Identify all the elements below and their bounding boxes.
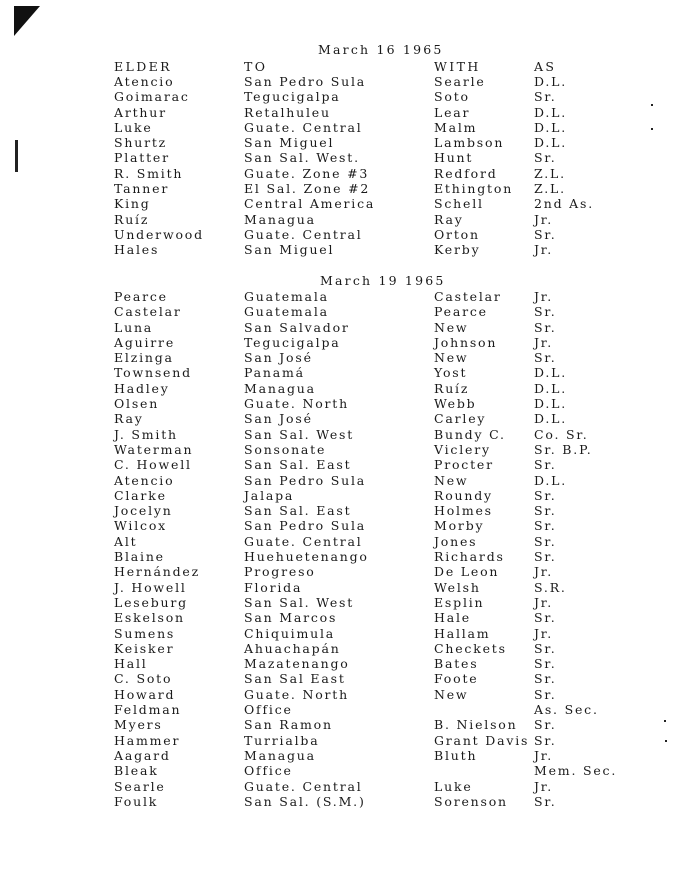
destination: Guate. Central: [244, 778, 363, 794]
table-row: [0, 457, 680, 472]
destination: Guate. Central: [244, 119, 363, 135]
elder-name: Aguirre: [114, 334, 176, 350]
destination: San Pedro Sula: [244, 472, 367, 488]
companion: Yost: [434, 365, 468, 381]
section-title: March 19 1965: [320, 273, 446, 288]
position: Sr.: [534, 793, 557, 809]
destination: Guate. North: [244, 686, 349, 702]
table-row: [0, 181, 680, 196]
elder-name: Aagard: [114, 747, 171, 763]
destination: Tegucigalpa: [244, 89, 341, 105]
table-row: [0, 595, 680, 610]
position: Sr.: [534, 350, 557, 366]
destination: San Sal. West: [244, 426, 355, 442]
destination: Progreso: [244, 564, 316, 580]
companion: Kerby: [434, 242, 481, 258]
destination: Chiquimula: [244, 625, 336, 641]
destination: Guate. Central: [244, 533, 363, 549]
destination: Guate. Central: [244, 226, 363, 242]
destination: Tegucigalpa: [244, 334, 341, 350]
table-row: [0, 610, 680, 625]
transfer-list-march-19: [0, 289, 680, 809]
table-row: [0, 717, 680, 732]
companion: Esplin: [434, 594, 485, 610]
destination: San Miguel: [244, 135, 335, 151]
position: Z.L.: [534, 165, 566, 181]
destination: Mazatenango: [244, 656, 350, 672]
position: Jr.: [534, 778, 553, 794]
destination: San Salvador: [244, 319, 350, 335]
elder-name: Goimarac: [114, 89, 190, 105]
elder-name: Underwood: [114, 226, 204, 242]
destination: Turrialba: [244, 732, 320, 748]
companion: Richards: [434, 549, 505, 565]
position: Sr.: [534, 671, 557, 687]
companion: Grant Davis: [434, 732, 530, 748]
elder-name: Hammer: [114, 732, 181, 748]
table-row: [0, 89, 680, 104]
elder-name: Clarke: [114, 487, 167, 503]
destination: Jalapa: [244, 487, 295, 503]
position: Jr.: [534, 594, 553, 610]
companion: New: [434, 350, 469, 366]
position: 2nd As.: [534, 196, 594, 212]
elder-name: Myers: [114, 717, 163, 733]
destination: Guate. North: [244, 396, 349, 412]
table-row: [0, 396, 680, 411]
elder-name: King: [114, 196, 151, 212]
position: Sr.: [534, 89, 557, 105]
companion: Viclery: [434, 441, 491, 457]
companion: Redford: [434, 165, 498, 181]
elder-name: Wilcox: [114, 518, 167, 534]
elder-name: Hall: [114, 656, 148, 672]
table-row: [0, 105, 680, 120]
elder-name: Pearce: [114, 289, 168, 304]
table-row: [0, 289, 680, 304]
section-title: March 16 1965: [318, 42, 444, 57]
destination: El Sal. Zone #2: [244, 181, 371, 197]
destination: Managua: [244, 211, 316, 227]
companion: Soto: [434, 89, 470, 105]
position: Jr.: [534, 564, 553, 580]
table-row: [0, 763, 680, 778]
position: Sr.: [534, 319, 557, 335]
position: Sr.: [534, 503, 557, 519]
position: Sr.: [534, 610, 557, 626]
destination: San José: [244, 350, 313, 366]
table-row: [0, 564, 680, 579]
destination: San Sal. West: [244, 594, 355, 610]
table-row: [0, 488, 680, 503]
companion: Roundy: [434, 487, 493, 503]
companion: New: [434, 686, 469, 702]
position: Z.L.: [534, 181, 566, 197]
elder-name: Platter: [114, 150, 170, 166]
table-row: [0, 549, 680, 564]
destination: Florida: [244, 579, 303, 595]
destination: San Ramon: [244, 717, 333, 733]
elder-name: Tanner: [114, 181, 170, 197]
position: Sr.: [534, 487, 557, 503]
table-row: [0, 794, 680, 809]
destination: Retalhuleu: [244, 104, 331, 120]
table-row: [0, 733, 680, 748]
companion: Pearce: [434, 304, 488, 320]
elder-name: Ray: [114, 411, 144, 427]
companion: Malm: [434, 119, 478, 135]
position: D.L.: [534, 411, 568, 427]
elder-name: Feldman: [114, 702, 182, 718]
destination: Office: [244, 702, 293, 718]
table-row: [0, 335, 680, 350]
position: Sr.: [534, 304, 557, 320]
table-row: [0, 411, 680, 426]
elder-name: C. Soto: [114, 671, 173, 687]
elder-name: Ruíz: [114, 211, 150, 227]
companion: Sorenson: [434, 793, 508, 809]
position: Sr.: [534, 533, 557, 549]
companion: Hale: [434, 610, 471, 626]
companion: B. Nielson: [434, 717, 518, 733]
destination: Ahuachapán: [244, 640, 341, 656]
position: Sr.: [534, 457, 557, 473]
position: Sr.: [534, 549, 557, 565]
position: S.R.: [534, 579, 567, 595]
position: Jr.: [534, 625, 553, 641]
companion: De Leon: [434, 564, 500, 580]
table-row: [0, 518, 680, 533]
table-row: [0, 196, 680, 211]
position: Jr.: [534, 747, 553, 763]
elder-name: Elzinga: [114, 350, 174, 366]
destination: Managua: [244, 747, 316, 763]
table-row: [0, 227, 680, 242]
table-row: [0, 748, 680, 763]
companion: Holmes: [434, 503, 493, 519]
elder-name: Foulk: [114, 793, 159, 809]
elder-name: Sumens: [114, 625, 176, 641]
table-row: [0, 442, 680, 457]
position: D.L.: [534, 380, 568, 396]
companion: Ray: [434, 211, 464, 227]
elder-name: Searle: [114, 778, 166, 794]
companion: New: [434, 472, 469, 488]
elder-name: Keisker: [114, 640, 175, 656]
destination: San Sal. (S.M.): [244, 793, 366, 809]
table-row: [0, 74, 680, 89]
companion: Bundy C.: [434, 426, 506, 442]
table-row: [0, 242, 680, 257]
header-row: [0, 59, 680, 74]
destination: Central America: [244, 196, 376, 212]
corner-mark: [14, 6, 40, 36]
destination: San José: [244, 411, 313, 427]
companion: Hallam: [434, 625, 491, 641]
companion: Carley: [434, 411, 487, 427]
position: Sr.: [534, 686, 557, 702]
destination: San Pedro Sula: [244, 518, 367, 534]
position: D.L.: [534, 74, 568, 89]
position: D.L.: [534, 119, 568, 135]
header-with: WITH: [434, 59, 481, 74]
header-elder: ELDER: [114, 59, 172, 74]
position: D.L.: [534, 104, 568, 120]
companion: Procter: [434, 457, 494, 473]
elder-name: Alt: [114, 533, 138, 549]
destination: San Pedro Sula: [244, 74, 367, 89]
companion: Welsh: [434, 579, 481, 595]
elder-name: Waterman: [114, 441, 194, 457]
elder-name: Atencio: [114, 74, 175, 89]
position: Sr.: [534, 226, 557, 242]
companion: Orton: [434, 226, 480, 242]
position: Co. Sr.: [534, 426, 589, 442]
position: As. Sec.: [534, 702, 599, 718]
companion: Ruíz: [434, 380, 470, 396]
column-headers: [0, 59, 680, 74]
table-row: [0, 503, 680, 518]
position: Sr.: [534, 732, 557, 748]
position: D.L.: [534, 472, 568, 488]
elder-name: Olsen: [114, 396, 160, 412]
position: D.L.: [534, 365, 568, 381]
position: Jr.: [534, 334, 553, 350]
elder-name: Castelar: [114, 304, 182, 320]
companion: New: [434, 319, 469, 335]
destination: San Marcos: [244, 610, 338, 626]
elder-name: Howard: [114, 686, 176, 702]
table-row: [0, 702, 680, 717]
elder-name: Jocelyn: [114, 503, 173, 519]
destination: Guatemala: [244, 304, 329, 320]
elder-name: Hadley: [114, 380, 170, 396]
position: Sr.: [534, 717, 557, 733]
companion: Jones: [434, 533, 478, 549]
companion: Bluth: [434, 747, 478, 763]
table-row: [0, 135, 680, 150]
position: D.L.: [534, 135, 568, 151]
table-row: [0, 150, 680, 165]
table-row: [0, 304, 680, 319]
position: Sr.: [534, 150, 557, 166]
companion: Searle: [434, 74, 486, 89]
elder-name: Blaine: [114, 549, 165, 565]
transfer-list-march-16: [0, 74, 680, 258]
companion: Hunt: [434, 150, 474, 166]
elder-name: J. Smith: [114, 426, 178, 442]
companion: Webb: [434, 396, 477, 412]
position: Jr.: [534, 289, 553, 304]
elder-name: C. Howell: [114, 457, 192, 473]
elder-name: R. Smith: [114, 165, 184, 181]
position: Jr.: [534, 242, 553, 258]
companion: Johnson: [434, 334, 498, 350]
table-row: [0, 166, 680, 181]
position: Sr.: [534, 518, 557, 534]
elder-name: Hales: [114, 242, 160, 258]
elder-name: Luke: [114, 119, 153, 135]
table-row: [0, 473, 680, 488]
companion: Lambson: [434, 135, 505, 151]
companion: Luke: [434, 778, 473, 794]
header-as: AS: [534, 59, 557, 74]
elder-name: Eskelson: [114, 610, 185, 626]
elder-name: Hernández: [114, 564, 201, 580]
table-row: [0, 534, 680, 549]
table-row: [0, 365, 680, 380]
table-row: [0, 779, 680, 794]
companion: Foote: [434, 671, 479, 687]
table-row: [0, 120, 680, 135]
table-row: [0, 580, 680, 595]
companion: Bates: [434, 656, 479, 672]
position: Jr.: [534, 211, 553, 227]
destination: Sonsonate: [244, 441, 327, 457]
elder-name: Luna: [114, 319, 154, 335]
companion: Schell: [434, 196, 484, 212]
companion: Lear: [434, 104, 471, 120]
destination: Huehuetenango: [244, 549, 369, 565]
table-row: [0, 656, 680, 671]
table-row: [0, 626, 680, 641]
companion: Morby: [434, 518, 485, 534]
position: Mem. Sec.: [534, 763, 618, 779]
position: Sr.: [534, 656, 557, 672]
elder-name: Shurtz: [114, 135, 168, 151]
table-row: [0, 687, 680, 702]
elder-name: J. Howell: [114, 579, 187, 595]
elder-name: Atencio: [114, 472, 175, 488]
destination: San Sal. East: [244, 503, 352, 519]
table-row: [0, 671, 680, 686]
table-row: [0, 212, 680, 227]
destination: San Miguel: [244, 242, 335, 258]
position: D.L.: [534, 396, 568, 412]
header-to: TO: [244, 59, 268, 74]
companion: Checkets: [434, 640, 507, 656]
destination: San Sal. West.: [244, 150, 360, 166]
elder-name: Townsend: [114, 365, 192, 381]
elder-name: Arthur: [114, 104, 167, 120]
position: Sr.: [534, 640, 557, 656]
table-row: [0, 427, 680, 442]
table-row: [0, 320, 680, 335]
destination: Guate. Zone #3: [244, 165, 370, 181]
position: Sr. B.P.: [534, 441, 593, 457]
elder-name: Bleak: [114, 763, 159, 779]
destination: San Sal East: [244, 671, 346, 687]
companion: Ethington: [434, 181, 514, 197]
table-row: [0, 381, 680, 396]
destination: Office: [244, 763, 293, 779]
table-row: [0, 641, 680, 656]
destination: Guatemala: [244, 289, 329, 304]
destination: Managua: [244, 380, 316, 396]
table-row: [0, 350, 680, 365]
destination: Panamá: [244, 365, 305, 381]
companion: Castelar: [434, 289, 502, 304]
destination: San Sal. East: [244, 457, 352, 473]
elder-name: Leseburg: [114, 594, 188, 610]
